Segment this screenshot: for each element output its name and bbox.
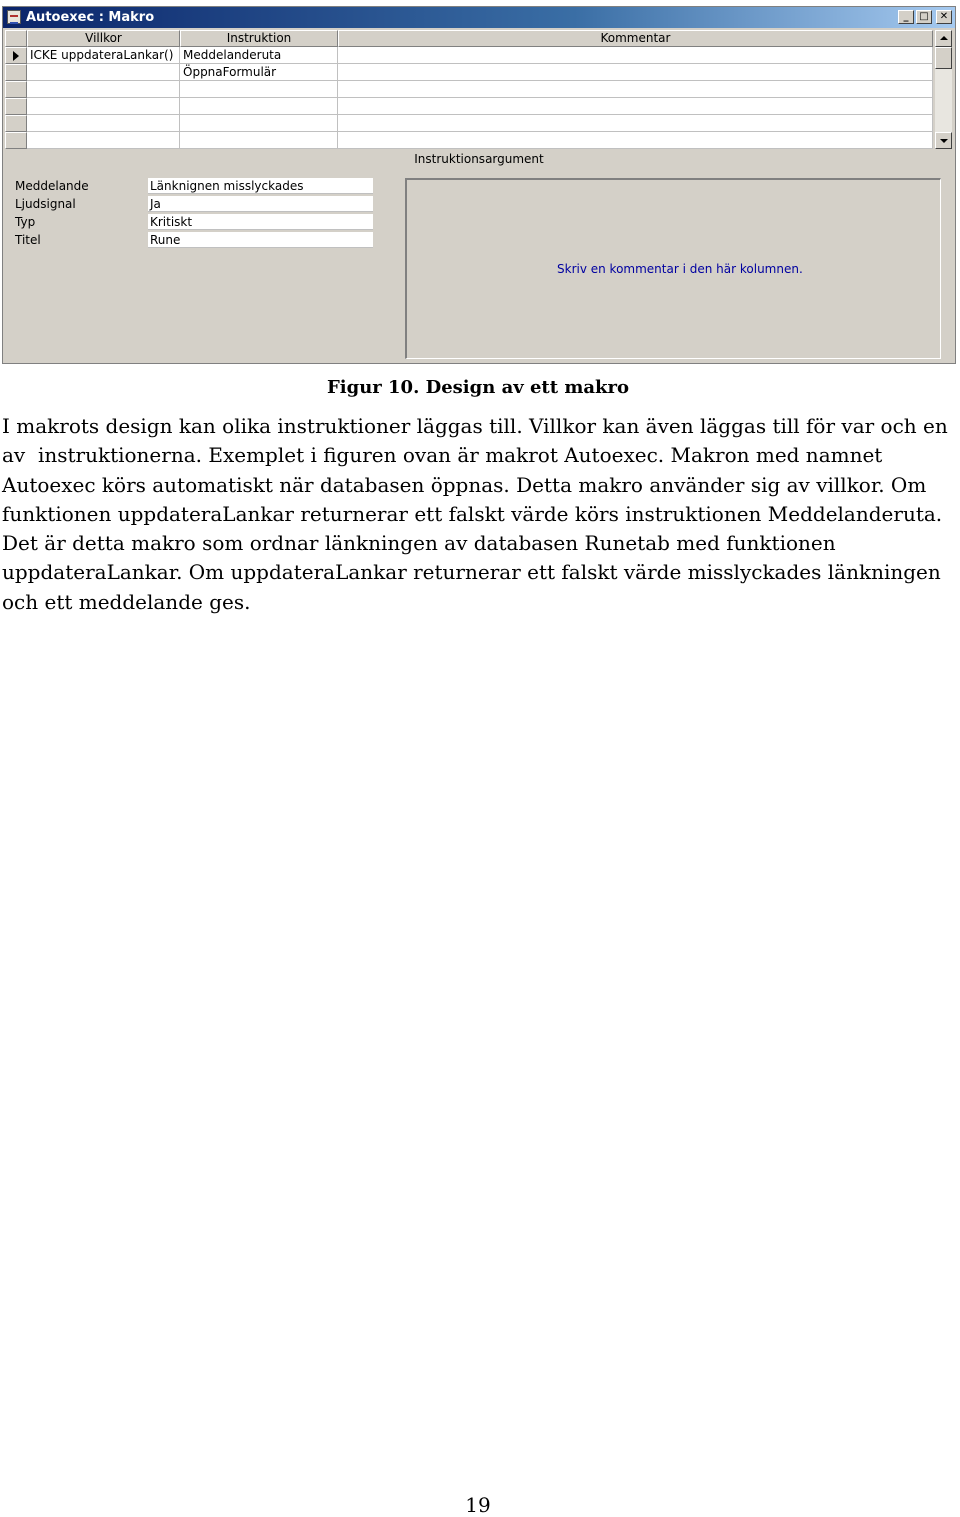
paragraph-line: uppdateraLankar. Om uppdateraLankar returnerar ett falskt värde misslyckades länkningen — [2, 560, 941, 585]
macro-design-window — [2, 6, 956, 364]
column-header-villkor[interactable]: Villkor — [27, 30, 180, 47]
title-bar[interactable] — [3, 7, 955, 28]
villkor-cell[interactable] — [27, 115, 180, 132]
kommentar-cell[interactable] — [338, 115, 933, 132]
row-selector[interactable] — [5, 132, 27, 149]
paragraph-line: och ett meddelande ges. — [2, 589, 251, 614]
row-selector[interactable] — [5, 98, 27, 115]
scroll-up-arrow-icon[interactable] — [935, 30, 952, 47]
villkor-cell[interactable] — [27, 98, 180, 115]
argument-label: Ljudsignal — [15, 197, 76, 211]
instruktion-cell[interactable] — [180, 132, 338, 149]
paragraph-line: Det är detta makro som ordnar länkningen av databasen Runetab med funktionen — [2, 531, 836, 556]
figure-caption: Figur 10. Design av ett makro — [326, 377, 629, 398]
column-header-kommentar[interactable]: Kommentar — [338, 30, 933, 47]
close-button[interactable]: ✕ — [936, 10, 952, 24]
argument-row — [13, 178, 413, 195]
paragraph-line: Autoexec körs automatiskt när databasen öppnas. Detta makro använder sig av villkor. Om — [2, 472, 927, 497]
maximize-button[interactable]: □ — [916, 10, 932, 24]
kommentar-cell[interactable] — [338, 81, 933, 98]
row-selector[interactable] — [5, 64, 27, 81]
argument-row — [13, 214, 413, 231]
instruktion-cell[interactable]: Meddelanderuta — [180, 47, 338, 64]
villkor-cell[interactable] — [27, 81, 180, 98]
instruktion-cell[interactable]: ÖppnaFormulär — [180, 64, 338, 81]
row-selector[interactable] — [5, 81, 27, 98]
window-title: Autoexec : Makro — [26, 10, 155, 25]
kommentar-cell[interactable] — [338, 98, 933, 115]
arguments-section-title: Instruktionsargument — [414, 152, 544, 166]
help-hint-text: Skriv en kommentar i den här kolumnen. — [557, 262, 803, 276]
argument-value-field[interactable]: Rune — [148, 232, 373, 248]
kommentar-cell[interactable] — [338, 64, 933, 81]
argument-value-field[interactable]: Ja — [148, 196, 373, 212]
argument-row — [13, 232, 413, 249]
instruktion-cell[interactable] — [180, 115, 338, 132]
macro-icon — [7, 10, 21, 24]
row-selector-current[interactable] — [5, 47, 27, 64]
argument-label: Typ — [15, 215, 36, 229]
instruktion-cell[interactable] — [180, 81, 338, 98]
villkor-cell[interactable] — [27, 132, 180, 149]
minimize-button[interactable]: _ — [898, 10, 914, 24]
argument-value-field[interactable]: Länknignen misslyckades — [148, 178, 373, 194]
help-text-box — [405, 178, 941, 359]
scroll-thumb[interactable] — [935, 47, 952, 69]
kommentar-cell[interactable] — [338, 132, 933, 149]
villkor-cell[interactable] — [27, 64, 180, 81]
paragraph-line: funktionen uppdateraLankar returnerar ett falskt värde körs instruktionen Meddelanderuta. — [2, 501, 943, 526]
paragraph-line: av instruktionerna. Exemplet i figuren ovan är makrot Autoexec. Makron med namnet — [2, 443, 883, 468]
instruktion-cell[interactable] — [180, 98, 338, 115]
argument-label: Meddelande — [15, 179, 89, 193]
scroll-down-arrow-icon[interactable] — [935, 132, 952, 149]
macro-grid — [5, 30, 933, 149]
grid-vertical-scrollbar[interactable] — [935, 30, 952, 149]
argument-value-field[interactable]: Kritiskt — [148, 214, 373, 230]
body-paragraph — [2, 412, 952, 617]
argument-label: Titel — [15, 233, 41, 247]
paragraph-line: I makrots design kan olika instruktioner läggas till. Villkor kan även läggas till för var och en — [2, 414, 948, 438]
row-selector[interactable] — [5, 115, 27, 132]
kommentar-cell[interactable] — [338, 47, 933, 64]
page-number: 19 — [465, 1493, 491, 1517]
argument-row — [13, 196, 413, 213]
villkor-cell[interactable]: ICKE uppdateraLankar() — [27, 47, 180, 64]
grid-corner[interactable] — [5, 30, 27, 47]
column-header-instruktion[interactable]: Instruktion — [180, 30, 338, 47]
